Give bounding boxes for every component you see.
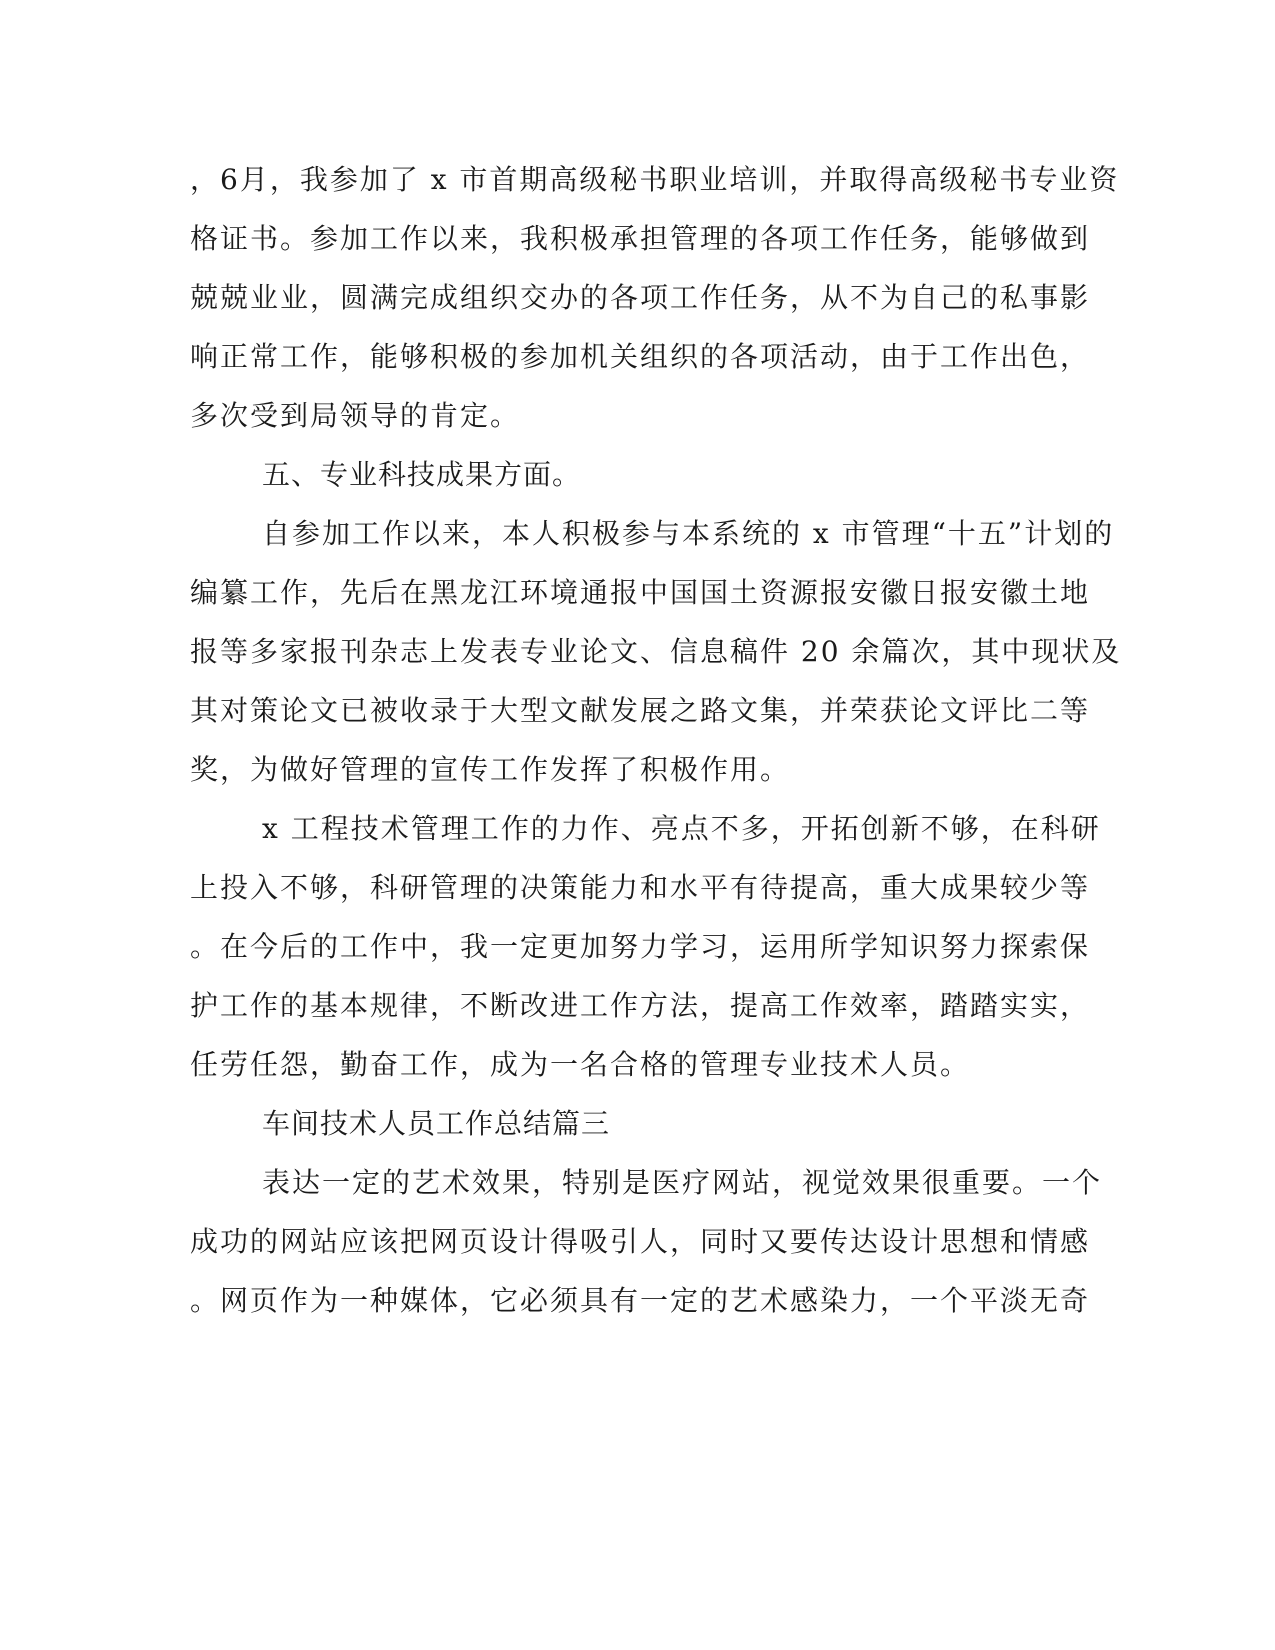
paragraph-line: 。网页作为一种媒体，它必须具有一定的艺术感染力，一个平淡无奇 [190,1284,1091,1317]
paragraph-line: 自参加工作以来，本人积极参与本系统的 x 市管理“十五”计划的 [262,517,1115,550]
paragraph-line: 表达一定的艺术效果，特别是医疗网站，视觉效果很重要。一个 [262,1166,1103,1199]
paragraph-line: 其对策论文已被收录于大型文献发展之路文集，并荣获论文评比二等 [190,694,1091,727]
paragraph-line: 护工作的基本规律，不断改进工作方法，提高工作效率，踏踏实实， [190,989,1091,1022]
paragraph-line: 成功的网站应该把网页设计得吸引人，同时又要传达设计思想和情感 [190,1225,1091,1258]
paragraph-line: 兢兢业业，圆满完成组织交办的各项工作任务，从不为自己的私事影 [190,281,1091,314]
paragraph-line: x 工程技术管理工作的力作、亮点不多，开拓创新不够，在科研 [262,812,1101,845]
paragraph-line: 。在今后的工作中，我一定更加努力学习，运用所学知识努力探索保 [190,930,1091,963]
paragraph-line: 格证书。参加工作以来，我积极承担管理的各项工作任务，能够做到 [190,222,1091,255]
paragraph-line: 任劳任怨，勤奋工作，成为一名合格的管理专业技术人员。 [190,1048,971,1081]
paragraph-line: 报等多家报刊杂志上发表专业论文、信息稿件 20 余篇次，其中现状及 [190,635,1122,668]
paragraph-line: ，6月，我参加了 x 市首期高级秘书职业培训，并取得高级秘书专业资 [190,163,1120,196]
paragraph-line: 多次受到局领导的肯定。 [190,399,521,432]
paragraph-line: 上投入不够，科研管理的决策能力和水平有待提高，重大成果较少等 [190,871,1091,904]
paragraph-line: 响正常工作，能够积极的参加机关组织的各项活动，由于工作出色， [190,340,1091,373]
section-heading: 五、专业科技成果方面。 [262,458,582,491]
paragraph-line: 编纂工作，先后在黑龙江环境通报中国国土资源报安徽日报安徽土地 [190,576,1091,609]
paragraph-line: 奖，为做好管理的宣传工作发挥了积极作用。 [190,753,791,786]
section-heading: 车间技术人员工作总结篇三 [262,1107,611,1140]
